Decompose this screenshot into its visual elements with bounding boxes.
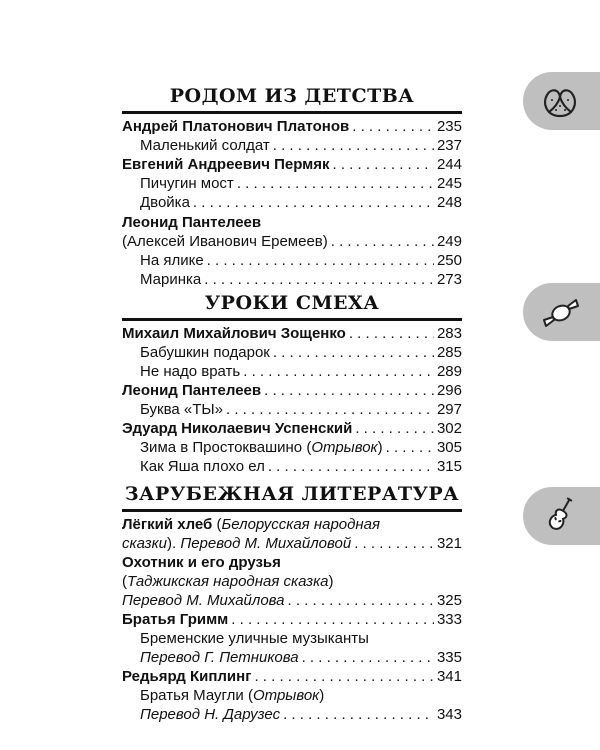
section-divider: [122, 509, 462, 512]
page-number: 321: [436, 535, 462, 552]
section-tab-candy[interactable]: [523, 283, 600, 341]
toc-item[interactable]: Маленький солдат . . . 237: [122, 136, 462, 155]
toc-item[interactable]: На ялике . . . 250: [122, 251, 462, 270]
section-title: ЗАРУБЕЖНАЯ ЛИТЕРАТУРА: [124, 483, 460, 505]
page-number: 325: [436, 592, 462, 609]
section-zarubezhnaya-literatura: [122, 481, 462, 724]
toc-item[interactable]: Двойка . . . 248: [122, 193, 462, 212]
page-number: 283: [436, 325, 462, 342]
section-divider: [122, 111, 462, 114]
page-number: 249: [436, 233, 462, 250]
page-number: 305: [436, 439, 462, 456]
toc-item[interactable]: Как Яша плохо ел . . . 315: [122, 457, 462, 476]
translator: Перевод М. Михайлова: [122, 592, 285, 609]
toc-item-continuation[interactable]: сказки). Перевод М. Михайловой . . . 321: [122, 534, 462, 553]
section-tab-pretzel[interactable]: [523, 72, 600, 130]
note: Белорусская народная: [221, 516, 381, 533]
toc-item[interactable]: Зима в Простоквашино (Отрывок) . . . 305: [122, 438, 462, 457]
toc-author[interactable]: Евгений Андреевич Пермяк . . . 244: [122, 155, 462, 174]
page-number: 302: [436, 420, 462, 437]
page-number: 333: [436, 611, 462, 628]
candy-icon: [539, 293, 583, 333]
page-number: 250: [436, 252, 462, 269]
toc-author[interactable]: Леонид Пантелеев . . . 296: [122, 381, 462, 400]
toc-item[interactable]: Маринка . . . 273: [122, 270, 462, 289]
toc-author-realname[interactable]: (Алексей Иванович Еремеев) . . . 249: [122, 232, 462, 251]
violin-icon: [539, 494, 581, 538]
translator: Перевод М. Михайловой: [180, 535, 352, 552]
toc-item[interactable]: Пичугин мост . . . 245: [122, 174, 462, 193]
page-number: 297: [436, 401, 462, 418]
section-title: РОДОМ ИЗ ДЕТСТВА: [169, 85, 415, 107]
page-number: 343: [436, 706, 462, 723]
toc-item[interactable]: Лёгкий хлеб (Белорусская народная: [122, 516, 381, 533]
toc-item-continuation[interactable]: [122, 648, 462, 667]
toc-author[interactable]: Михаил Михайлович Зощенко . . . 283: [122, 324, 462, 343]
excerpt-note: Отрывок: [311, 439, 378, 456]
toc-item[interactable]: Буква «ТЫ» . . . 297: [122, 400, 462, 419]
toc-author[interactable]: Леонид Пантелеев: [122, 214, 262, 231]
toc-item[interactable]: Бременские уличные музыканты: [140, 630, 369, 647]
toc-author[interactable]: Эдуард Николаевич Успенский . . . 302: [122, 419, 462, 438]
pretzel-icon: [539, 82, 581, 122]
page-number: 315: [436, 458, 462, 475]
page-number: 285: [436, 344, 462, 361]
toc-item-continuation[interactable]: [122, 705, 462, 724]
page-number: 273: [436, 271, 462, 288]
page-number: 335: [436, 649, 462, 666]
section-title: УРОКИ СМЕХА: [204, 292, 380, 314]
toc-item[interactable]: Братья Маугли (Отрывок): [140, 687, 325, 704]
section-divider: [122, 318, 462, 321]
page-number: 289: [436, 363, 462, 380]
toc-item[interactable]: Не надо врать . . . 289: [122, 362, 462, 381]
section-uroki-smekha: [122, 290, 462, 476]
toc-item[interactable]: Бабушкин подарок . . . 285: [122, 343, 462, 362]
excerpt-note: Отрывок: [252, 687, 320, 704]
toc-author[interactable]: Редьярд Киплинг . . . 341: [122, 667, 462, 686]
page-number: 235: [436, 118, 462, 135]
page-number: 245: [436, 175, 462, 192]
page-number: 296: [436, 382, 462, 399]
note: (Таджикская народная сказка): [122, 573, 334, 590]
page-number: 237: [436, 137, 462, 154]
translator: Перевод Н. Дарузес: [140, 706, 281, 723]
toc-item-continuation[interactable]: [122, 591, 462, 610]
translator: Перевод Г. Петникова: [140, 649, 299, 666]
section-rodom-iz-detstva: [122, 83, 462, 289]
toc-author[interactable]: Братья Гримм . . . 333: [122, 610, 462, 629]
page-number: 341: [436, 668, 462, 685]
toc-item[interactable]: Охотник и его друзья: [122, 554, 281, 571]
page-number: 248: [436, 194, 462, 211]
page-number: 244: [436, 156, 462, 173]
toc-author[interactable]: Андрей Платонович Платонов . . . 235: [122, 117, 462, 136]
section-tab-violin[interactable]: [523, 487, 600, 545]
